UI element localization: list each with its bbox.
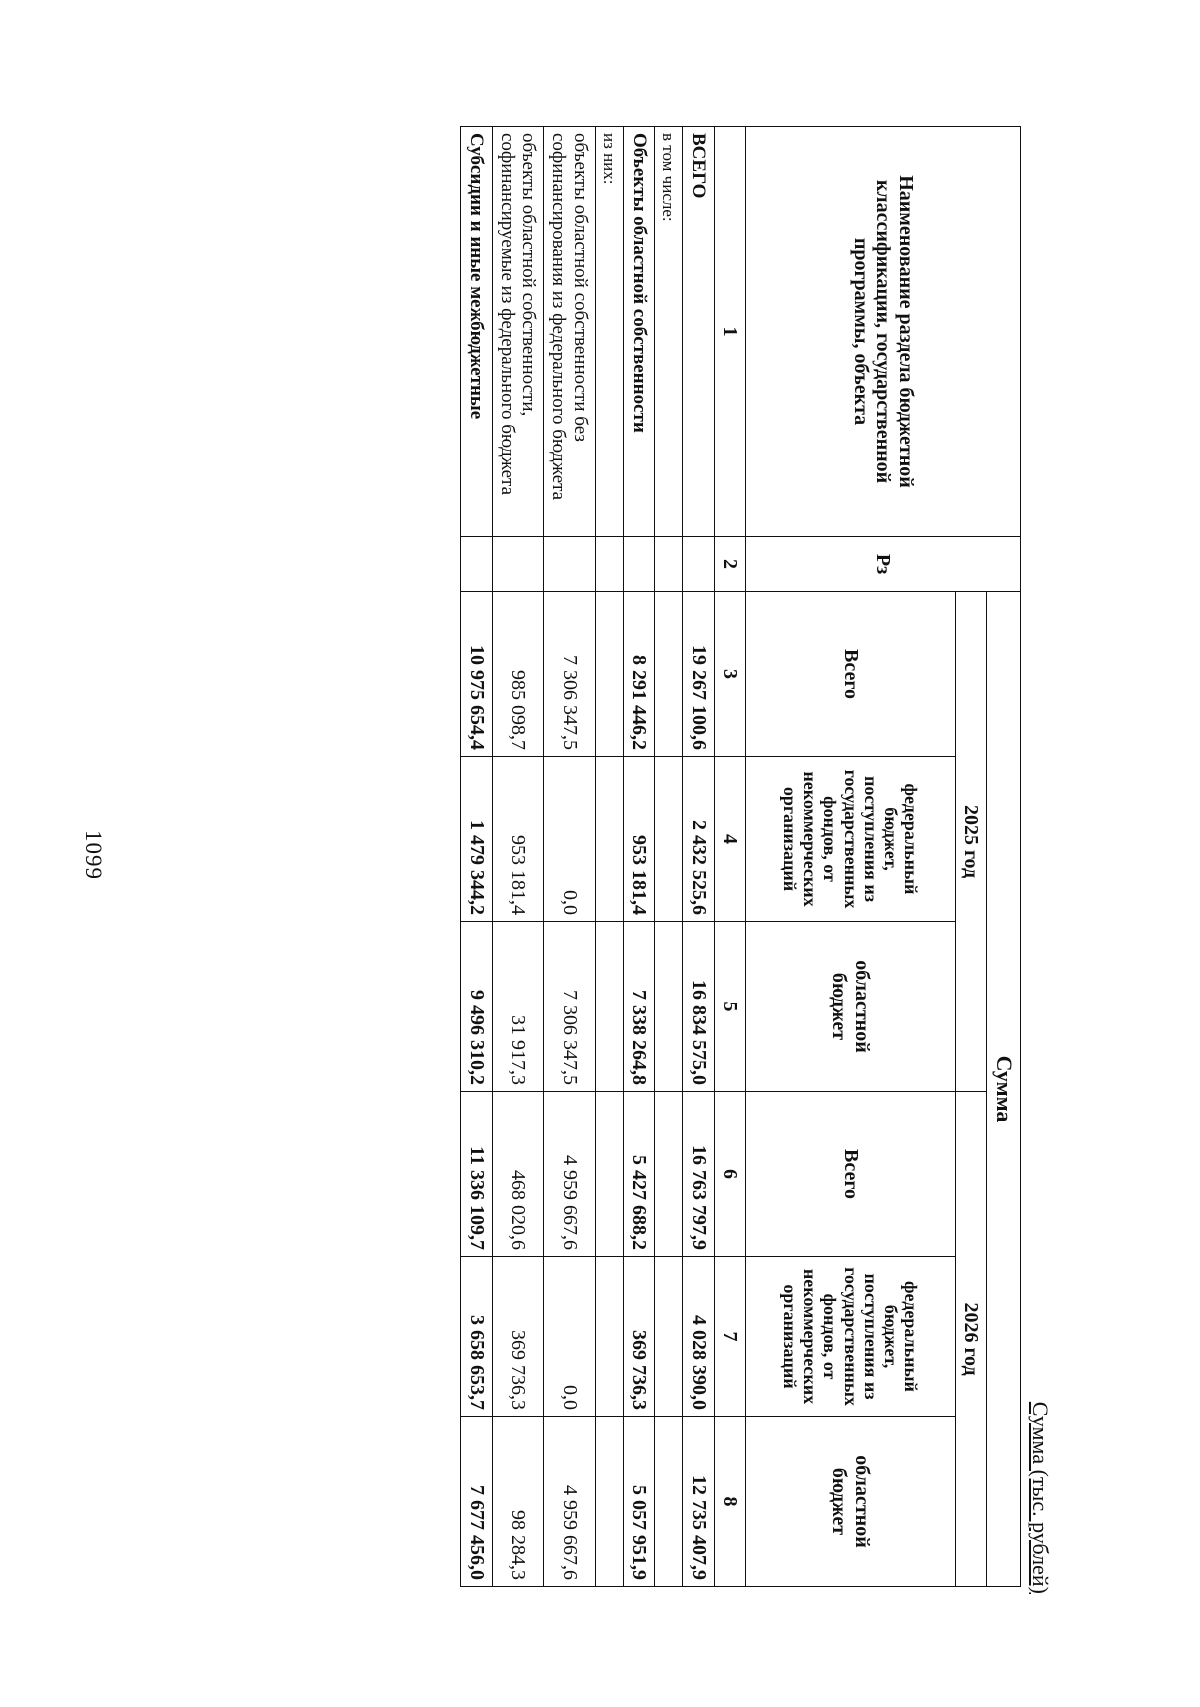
cell-value: 8 291 446,2: [623, 592, 654, 757]
cell-value: [655, 922, 683, 1092]
col-number: 6: [714, 1092, 745, 1257]
cell-value: 19 267 100,6: [683, 592, 714, 757]
table-row-subsidies: [461, 127, 492, 1587]
col-number: 8: [714, 1417, 745, 1587]
cell-value: 16 763 797,9: [683, 1092, 714, 1257]
cell-value: 12 735 407,9: [683, 1417, 714, 1587]
header-total-2026: Всего: [745, 1092, 955, 1257]
row-rz: [595, 537, 623, 592]
table-row-regional-objects: [623, 127, 654, 1587]
cell-value: 953 181,4: [492, 757, 544, 922]
page-number: 1099: [81, 830, 106, 880]
cell-value: [595, 1257, 623, 1417]
cell-value: 0,0: [544, 757, 596, 922]
row-label: Субсидии и иные межбюджетные: [461, 127, 492, 537]
col-number: 3: [714, 592, 745, 757]
cell-value: 9 496 310,2: [461, 922, 492, 1092]
cell-value: 5 427 688,2: [623, 1092, 654, 1257]
cell-value: 468 020,6: [492, 1092, 544, 1257]
rotated-table-sheet: [143, 96, 1053, 1606]
row-rz: [461, 537, 492, 592]
cell-value: [595, 757, 623, 922]
table-row-including: [655, 127, 683, 1587]
cell-value: [595, 1417, 623, 1587]
cell-value: 7 306 347,5: [544, 592, 596, 757]
cell-value: 11 336 109,7: [461, 1092, 492, 1257]
header-sum-group: Сумма: [987, 592, 1021, 1587]
cell-value: 98 284,3: [492, 1417, 544, 1587]
cell-value: 0,0: [544, 1257, 596, 1417]
header-federal-2025: федеральный бюджет, поступления из государственных фондов, от некоммерческих организаций: [745, 757, 955, 922]
budget-table: [460, 126, 1021, 1587]
header-federal-2026: федеральный бюджет, поступления из государственных фондов, от некоммерческих организаций: [745, 1257, 955, 1417]
cell-value: 10 975 654,4: [461, 592, 492, 757]
cell-value: 7 338 264,8: [623, 922, 654, 1092]
cell-value: 985 098,7: [492, 592, 544, 757]
cell-value: [655, 1092, 683, 1257]
cell-value: 4 959 667,6: [544, 1417, 596, 1587]
col-number: 1: [714, 127, 745, 537]
col-number: 7: [714, 1257, 745, 1417]
cell-value: [655, 1417, 683, 1587]
row-label: объекты областной собственности без софинансирования из федерального бюджета: [544, 127, 596, 537]
cell-value: [655, 592, 683, 757]
column-number-row: [714, 127, 745, 1587]
row-rz: [683, 537, 714, 592]
cell-value: [655, 757, 683, 922]
table-row-total: [683, 127, 714, 1587]
row-label: из них:: [595, 127, 623, 537]
row-rz: [623, 537, 654, 592]
cell-value: [595, 922, 623, 1092]
col-number: 4: [714, 757, 745, 922]
cell-value: 16 834 575,0: [683, 922, 714, 1092]
cell-value: [595, 592, 623, 757]
header-regional-2025: областной бюджет: [745, 922, 955, 1092]
header-year-2025: 2025 год: [955, 592, 986, 1092]
header-rz-col: Рз: [745, 537, 1020, 592]
col-number: 5: [714, 922, 745, 1092]
row-label: объекты областной собственности, софинансируемые из федерального бюджета: [492, 127, 544, 537]
cell-value: 4 028 390,0: [683, 1257, 714, 1417]
cell-value: 953 181,4: [623, 757, 654, 922]
cell-value: 3 658 653,7: [461, 1257, 492, 1417]
row-rz: [544, 537, 596, 592]
cell-value: 7 677 456,0: [461, 1417, 492, 1587]
row-rz: [655, 537, 683, 592]
col-number: 2: [714, 537, 745, 592]
cell-value: [595, 1092, 623, 1257]
header-total-2025: Всего: [745, 592, 955, 757]
header-year-2026: 2026 год: [955, 1092, 986, 1587]
cell-value: 4 959 667,6: [544, 1092, 596, 1257]
table-row-no-cofinancing: [544, 127, 596, 1587]
header-name-col: Наименование раздела бюджетной классификации, государственной программы, объекта: [745, 127, 1020, 537]
row-label: в том числе:: [655, 127, 683, 537]
table-row-cofinanced: [492, 127, 544, 1587]
header-row-1: [987, 127, 1021, 1587]
cell-value: 369 736,3: [623, 1257, 654, 1417]
cell-value: 2 432 525,6: [683, 757, 714, 922]
cell-value: 5 057 951,9: [623, 1417, 654, 1587]
cell-value: 31 917,3: [492, 922, 544, 1092]
cell-value: 369 736,3: [492, 1257, 544, 1417]
row-rz: [492, 537, 544, 592]
cell-value: 7 306 347,5: [544, 922, 596, 1092]
row-label: ВСЕГО: [683, 127, 714, 537]
row-label: Объекты областной собственности: [623, 127, 654, 537]
table-row-of-them: [595, 127, 623, 1587]
units-note: Сумма (тыс. рублей): [1028, 1401, 1053, 1594]
header-regional-2026: областной бюджет: [745, 1417, 955, 1587]
cell-value: 1 479 344,2: [461, 757, 492, 922]
cell-value: [655, 1257, 683, 1417]
